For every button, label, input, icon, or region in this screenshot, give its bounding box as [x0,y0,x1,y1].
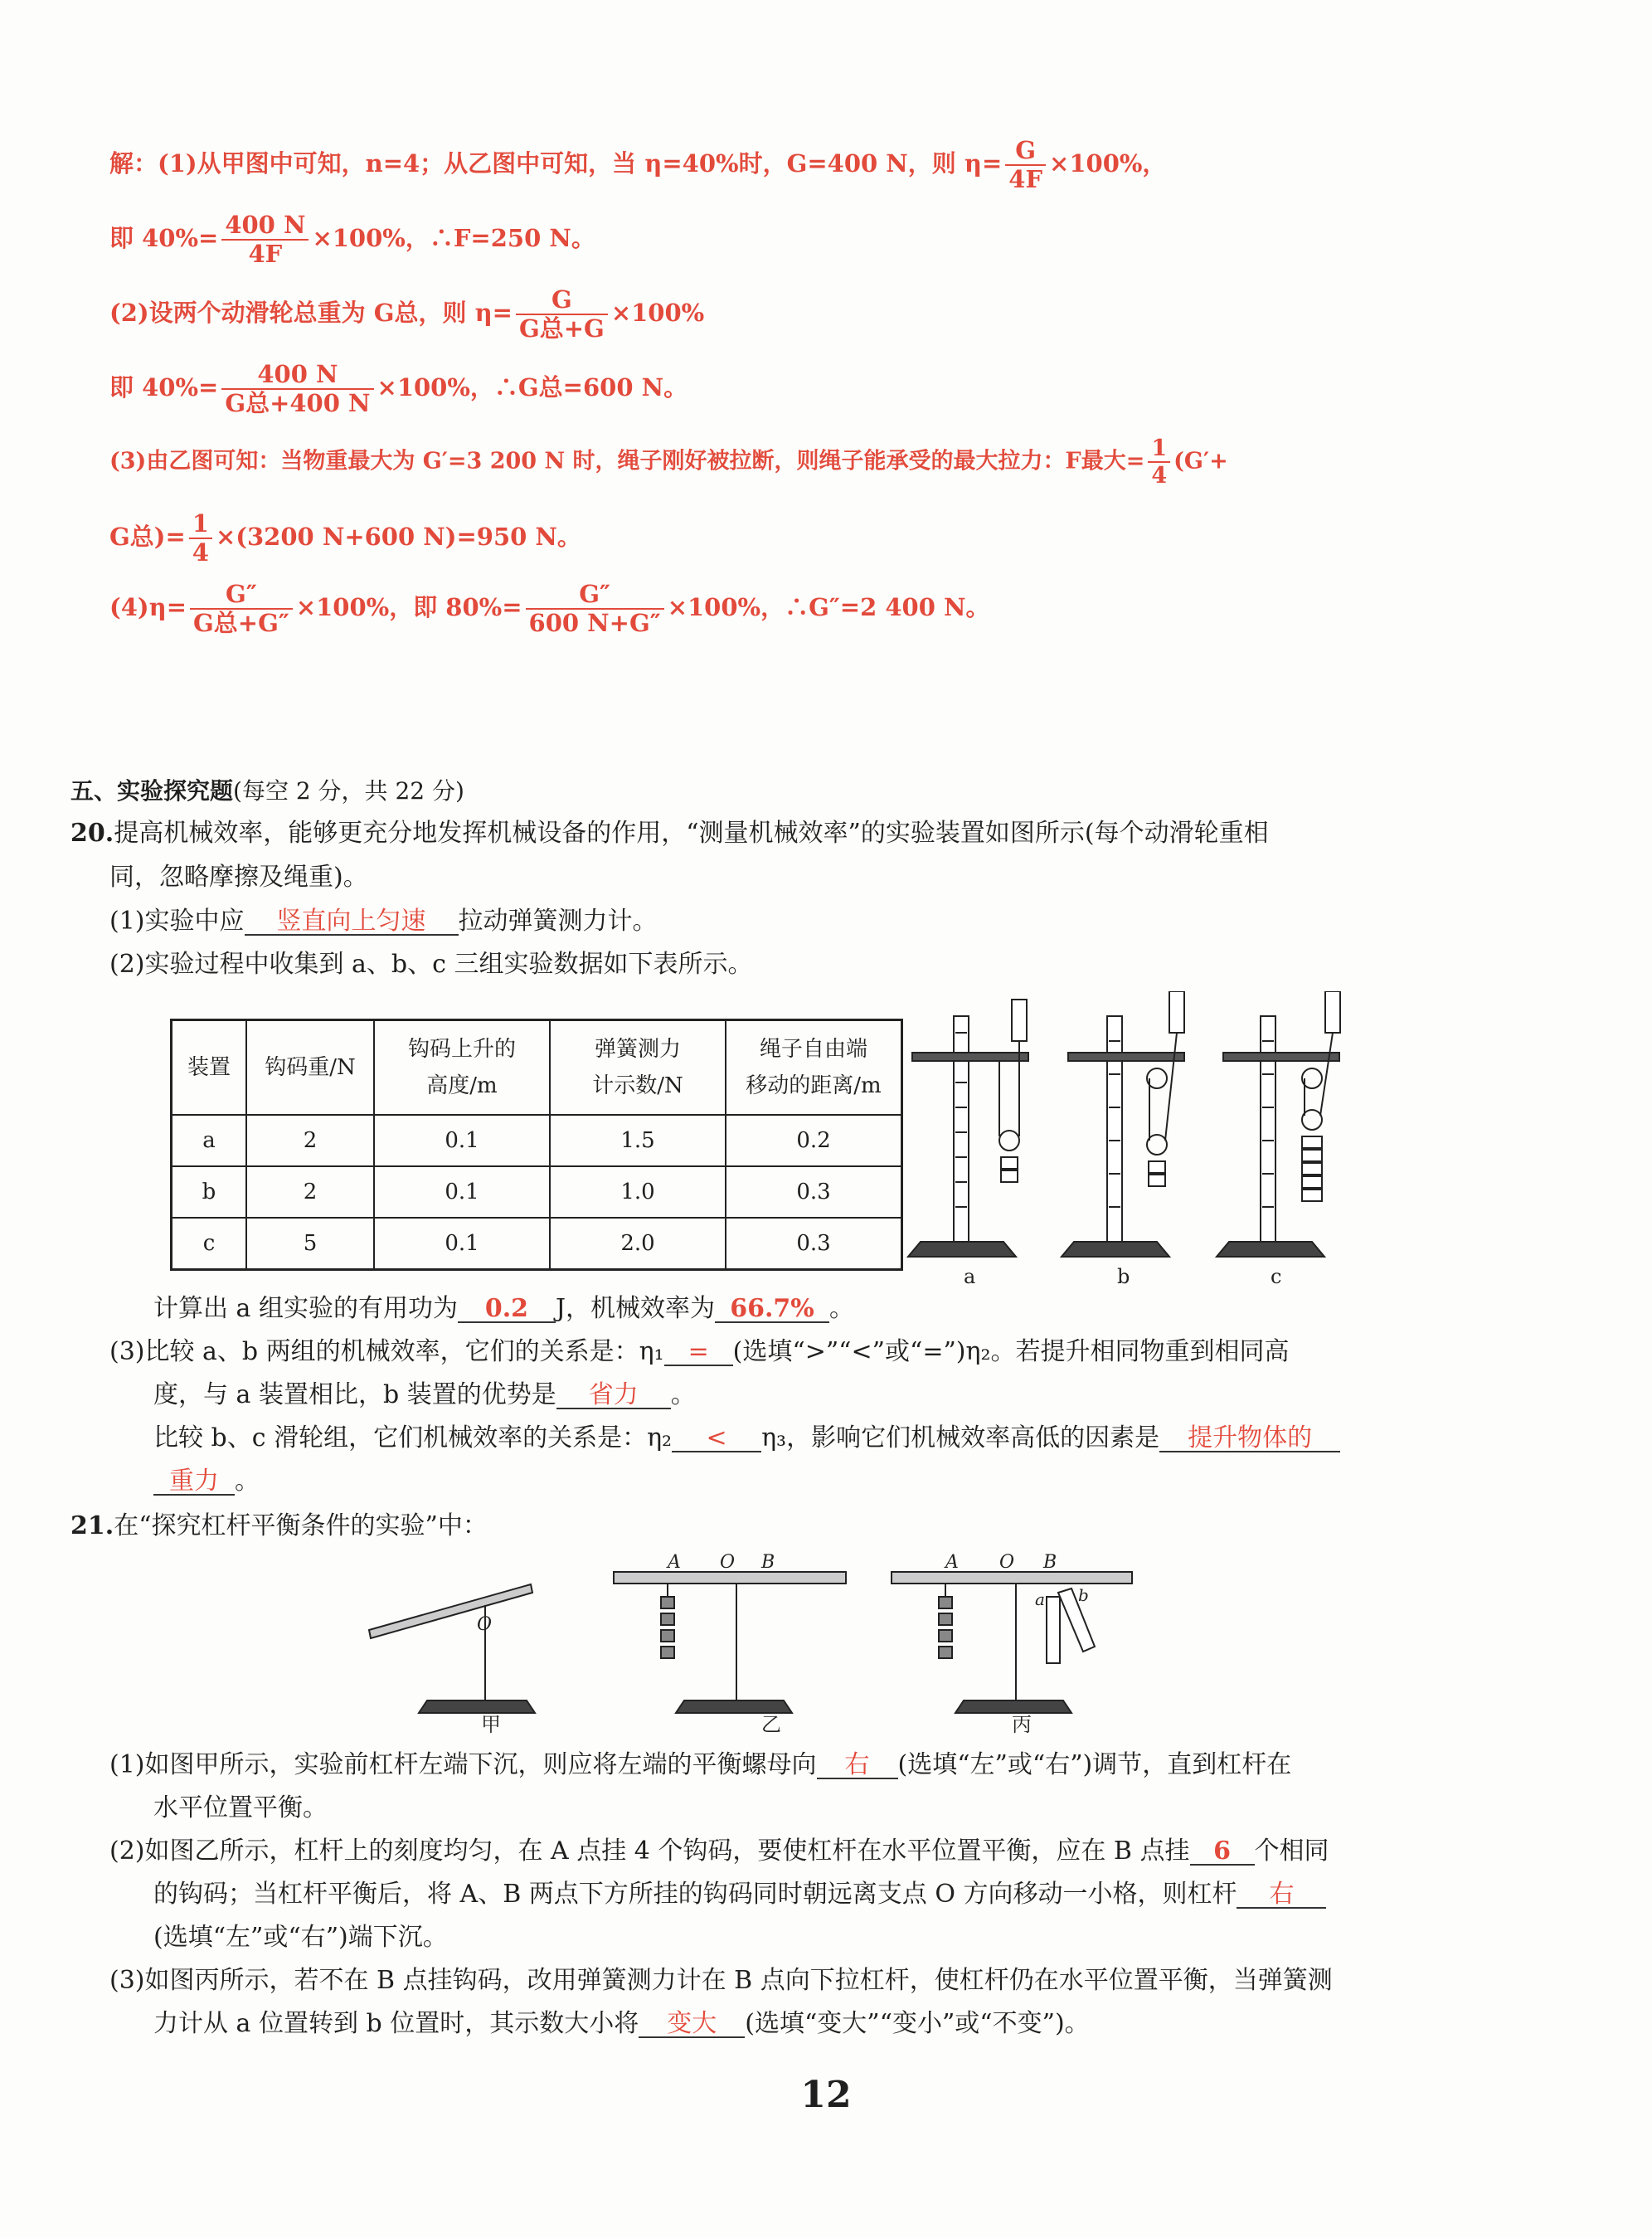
solution-line-7: (4)η= $\frac{G''}{\text{G总+G″}}$ ×100%，即 80%= $\frac{G''}{600 N+G''}$ ×100%，∴G″=2 400 N。 [109,580,990,637]
fraction: $\frac{G}{\text{G总+G}}$ [516,286,608,343]
header-cell: 钩码上升的 高度/m [374,1020,550,1116]
lever-jia [369,1584,535,1713]
table-cell: 0.3 [726,1166,902,1218]
fraction: $\frac{400 N}{4F}$ [221,212,309,268]
table-cell: 1.0 [550,1166,726,1218]
table-cell: b [172,1166,247,1218]
apparatus-b [1062,991,1184,1257]
q21-stem: 21.在“探究杠杆平衡条件的实验”中： [70,1511,488,1540]
fraction: $\frac{G''}{\text{G总+G″}}$ [190,581,293,637]
fig-label-bing: 丙 [1012,1713,1032,1734]
lever-figure [365,1547,1153,1734]
q20-part1: (1)实验中应 竖直向上匀速 拉动弹簧测力计。 [109,907,658,936]
q21-part3-cont: 力计从 a 位置转到 b 位置时，其示数大小将 变大 (选填“变大”“变小”或“不变”)。 [153,2009,1090,2038]
q21-part2-end: (选填“左”或“右”)端下沉。 [153,1923,448,1952]
answer-blank: 6 [1190,1839,1255,1866]
table-cell: 0.2 [726,1115,902,1166]
table-cell: 1.5 [550,1115,726,1166]
header-cell: 绳子自由端 移动的距离/m [726,1020,902,1116]
fraction: $\frac{G}{4F}$ [1005,137,1046,193]
q21-part1: (1)如图甲所示，实验前杠杆左端下沉，则应将左端的平衡螺母向 右 (选填“左”或“右”)调节，直到杠杆在 [109,1750,1292,1779]
answer-blank: 0.2 [458,1297,556,1323]
q20-part3: (3)比较 a、b 两组的机械效率，它们的关系是：η₁ = (选填“>”“<”或“=”)η₂。若提升相同物重到相同高 [109,1337,1290,1366]
table-cell: a [172,1115,247,1166]
table-cell: 2.0 [550,1218,726,1270]
table-row [172,1115,902,1166]
q20-stem: 20.提高机械效率，能够更充分地发挥机械设备的作用，“测量机械效率”的实验装置如图所示(每个动滑轮重相 [70,819,1269,848]
label-b: B [761,1552,775,1573]
q20-part3-compare: 比较 b、c 滑轮组，它们机械效率的关系是：η₂ < η₃，影响它们机械效率高低的因素是 提升物体的 [153,1426,1340,1452]
lever-bing [892,1552,1132,1713]
q21-part3: (3)如图丙所示，若不在 B 点挂钩码，改用弹簧测力计在 B 点向下拉杠杆，使杠杆仍在水平位置平衡，当弹簧测 [109,1966,1333,1995]
answer-blank: 竖直向上匀速 [245,909,459,936]
solution-line-6: G总)= $\frac{1}{4}$ ×(3200 N+600 N)=950 N。 [109,509,581,567]
q21-part2-cont: 的钩码；当杠杆平衡后，将 A、B 两点下方所挂的钩码同时朝远离支点 O 方向移动一小格，则杠杆 右 [153,1882,1326,1909]
answer-blank: 变大 [639,2012,745,2038]
section-header: 五、实验探究题(每空 2 分，共 22 分) [70,777,464,805]
answer-blank: 右 [1237,1882,1326,1909]
answer-blank: 重力 [153,1469,235,1496]
label-b: B [1043,1552,1057,1573]
lever-yi [614,1552,846,1713]
header-cell: 钩码重/N [246,1020,374,1116]
answer-blank: 省力 [556,1383,671,1409]
table-cell: 2 [246,1115,374,1166]
fraction: $\frac{400 N}{\text{G总+400 N}}$ [221,361,373,417]
header-cell: 弹簧测力 计示数/N [550,1020,726,1116]
table-cell: 0.1 [374,1166,550,1218]
label-a: A [945,1552,959,1573]
label-pos-a: a [1035,1589,1045,1609]
fig-label-yi: 乙 [761,1713,781,1734]
answer-blank: 提升物体的 [1159,1426,1340,1452]
table-cell: c [172,1218,247,1270]
table-row [172,1166,902,1218]
q20-stem-cont: 同，忽略摩擦及绳重)。 [109,863,368,892]
solution-line-3: (2)设两个动滑轮总重为 G总，则 η= $\frac{G}{\text{G总+G}}$ ×100% [109,285,705,343]
pulley-apparatus-figure [904,991,1352,1290]
page-number: 12 [800,2074,852,2116]
table-cell: 2 [246,1166,374,1218]
solution-line-1: 解：(1)从甲图中可知，n=4；从乙图中可知，当 η=40%时，G=400 N，则 η= $\frac{G}{4F}$ ×100%， [109,136,1167,193]
table-cell: 0.1 [374,1218,550,1270]
label-o: O [999,1552,1015,1573]
table-cell: 0.3 [726,1218,902,1270]
label-a: A [668,1552,681,1573]
q20-part2: (2)实验过程中收集到 a、b、c 三组实验数据如下表所示。 [109,950,753,979]
answer-blank: < [672,1426,761,1452]
q21-part1-cont: 水平位置平衡。 [153,1793,328,1822]
table-cell: 0.1 [374,1115,550,1166]
header-cell: 装置 [172,1020,247,1116]
answer-blank: 66.7% [715,1297,829,1323]
answer-blank: = [664,1340,733,1366]
fraction: $\frac{1}{4}$ [189,510,212,567]
solution-line-2: 即 40%= $\frac{400 N}{4F}$ ×100%，∴F=250 N。 [109,211,595,268]
fig-label-c: c [1271,1265,1282,1288]
q20-calc: 计算出 a 组实验的有用功为 0.2 J，机械效率为 66.7% 。 [153,1294,854,1323]
apparatus-a [908,1000,1028,1257]
table-cell: 5 [246,1218,374,1270]
fraction: $\frac{1}{4}$ [1148,435,1170,489]
fig-label-b: b [1117,1265,1130,1288]
solution-line-4: 即 40%= $\frac{400 N}{\text{G总+400 N}}$ ×100%，∴G总=600 N。 [109,360,688,417]
label-pos-b: b [1078,1585,1089,1605]
fig-label-jia: 甲 [481,1713,501,1734]
fig-label-a: a [964,1265,976,1288]
table-header-row [172,1020,902,1116]
experiment-data-table [170,1019,903,1271]
solution-line-5: (3)由乙图可知：当物重最大为 G′=3 200 N 时，绳子刚好被拉断，则绳子能承受的最大拉力：F最大= $\frac{1}{4}$ (G′+ [109,435,1228,489]
table-row [172,1218,902,1270]
q20-part3-cont: 度，与 a 装置相比，b 装置的优势是 省力 。 [153,1380,696,1409]
answer-blank: 右 [817,1753,898,1779]
q21-part2: (2)如图乙所示，杠杆上的刻度均匀，在 A 点挂 4 个钩码，要使杠杆在水平位置平衡，应在 B 点挂 6 个相同 [109,1837,1329,1866]
apparatus-c [1217,991,1340,1257]
q20-part3-end: 重力 。 [153,1469,260,1496]
label-o: O [477,1614,493,1635]
label-o: O [720,1552,736,1573]
fraction: $\frac{G''}{600 N+G''}$ [526,581,664,637]
